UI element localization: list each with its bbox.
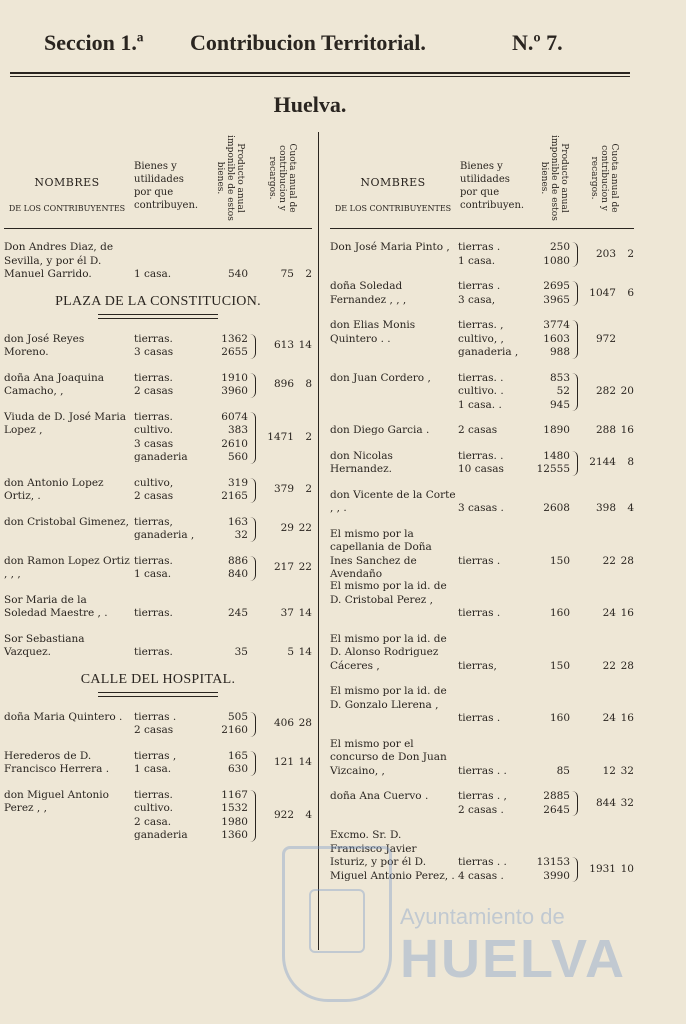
contributor-entry: [330, 685, 634, 726]
taxable-values: [526, 502, 570, 516]
property-types: [134, 333, 204, 360]
annual-quota: 972: [595, 332, 616, 345]
value-brace: [249, 373, 256, 398]
contributor-name: don Diego Garcia .: [330, 424, 430, 436]
property-type: tierras.: [134, 554, 173, 567]
taxable-value: 630: [227, 763, 248, 775]
left-rows: [4, 241, 312, 843]
property-types: [134, 555, 204, 582]
contributor-entry: [330, 738, 634, 779]
contributor-entry: [4, 555, 312, 582]
contributor-entry: [4, 633, 312, 660]
value-brace: [571, 451, 578, 476]
property-type: 4 casas .: [458, 869, 504, 882]
taxable-value: 1360: [221, 829, 248, 841]
contributor-entry: [4, 789, 312, 843]
taxable-values: [204, 646, 248, 660]
contributor-name: Excmo. Sr. D. Francisco Javier Isturiz, y por él D. Miguel Antonio Perez, .: [330, 829, 455, 882]
property-type: 3 casas .: [458, 502, 504, 514]
place-title: Huelva.: [273, 92, 347, 117]
taxable-values: [204, 268, 248, 282]
property-type: tierras . ,: [458, 790, 507, 802]
left-column-header: [4, 132, 312, 229]
contributor-name: Sor Sebastiana Vazquez.: [4, 632, 85, 658]
contributor-entry: [4, 372, 312, 399]
quota-fraction: 16: [620, 712, 634, 724]
quota-fraction: 20: [620, 385, 634, 397]
quota-fraction: 6: [627, 286, 634, 299]
cuota-header: Cuota anual de contribucion y recargos.: [267, 143, 297, 213]
property-type: 3 casas: [134, 346, 174, 358]
bienes-header: Bienes y utilidades por que contribuyen.: [134, 161, 199, 211]
property-types: [458, 319, 528, 360]
contributor-entry: [330, 489, 634, 516]
taxable-values: [526, 555, 570, 569]
taxable-value: 163: [227, 515, 248, 528]
contributor-entry: [4, 411, 312, 465]
right-column-header: [330, 132, 634, 229]
property-types: [134, 646, 204, 660]
property-types: [458, 765, 528, 779]
taxable-value: 1167: [221, 788, 248, 801]
street-underline: [98, 314, 218, 319]
quota-fraction: 4: [305, 808, 312, 821]
value-brace: [249, 556, 256, 581]
contributor-name: doña Ana Cuervo .: [330, 790, 429, 802]
contributor-entry: [4, 516, 312, 543]
contributor-name: don Antonio Lopez Ortiz, .: [4, 476, 104, 502]
property-types: [458, 372, 528, 413]
contributor-name: don Nicolas Hernandez.: [330, 449, 393, 475]
property-type: 1 casa.: [458, 254, 496, 267]
taxable-values: [526, 712, 570, 726]
property-type: tierras. .: [458, 449, 504, 462]
taxable-values: [204, 750, 248, 777]
contributor-entry: [4, 241, 312, 282]
contributor-name: don Vicente de la Corte , , .: [330, 488, 456, 514]
taxable-values: [204, 789, 248, 843]
annual-quota: 2144: [589, 456, 616, 469]
taxable-values: [204, 333, 248, 360]
property-types: [458, 241, 528, 268]
contributor-entry: [330, 372, 634, 413]
property-type: 2 casas .: [458, 803, 504, 816]
value-brace: [249, 412, 256, 464]
value-brace: [249, 334, 256, 359]
contributor-name: El mismo por la id. de D. Gonzalo Llerena ,: [330, 685, 447, 711]
property-types: [134, 750, 204, 777]
taxable-values: [526, 765, 570, 779]
taxable-values: [204, 555, 248, 582]
property-types: [134, 711, 204, 738]
quota-fraction: 16: [620, 424, 634, 436]
archive-watermark: [276, 846, 676, 1006]
taxable-value: 853: [549, 371, 570, 384]
property-type: tierras . .: [458, 856, 507, 868]
property-type: tierras.: [134, 410, 173, 423]
names-header: NOMBRES DE LOS CONTRIBUYENTES: [8, 176, 126, 213]
taxable-value: 3774: [543, 319, 570, 331]
contributor-name: Viuda de D. José Maria Lopez ,: [4, 410, 126, 436]
right-column: [330, 132, 634, 895]
contributor-name: Don Andres Diaz, de Sevilla, y por él D. Manuel Garrido.: [4, 241, 114, 280]
property-type: ganaderia ,: [134, 529, 195, 541]
contributor-name: don Juan Cordero ,: [330, 371, 431, 384]
taxable-value: 250: [549, 241, 570, 253]
quota-fraction: 2: [305, 430, 312, 443]
contributor-name: Herederos de D. Francisco Herrera .: [4, 749, 110, 775]
value-brace: [571, 242, 578, 267]
property-type: 2 casas: [134, 724, 174, 736]
taxable-values: [526, 424, 570, 438]
taxable-values: [526, 280, 570, 307]
property-type: cultivo.: [134, 802, 173, 814]
section-label: Seccion 1.ª: [44, 30, 144, 55]
annual-quota: 1471: [267, 430, 294, 443]
taxable-values: [526, 660, 570, 674]
annual-quota: 5: [287, 646, 294, 658]
property-type: tierras. ,: [458, 319, 504, 331]
quota-fraction: 2: [305, 268, 312, 280]
property-type: 2 casas: [134, 490, 174, 502]
quota-fraction: 2: [627, 247, 634, 260]
taxable-values: [526, 450, 570, 477]
bienes-header: Bienes y utilidades por que contribuyen.: [460, 161, 525, 211]
property-type: 2 casas: [458, 424, 498, 436]
annual-quota: 37: [280, 607, 294, 619]
quota-fraction: 4: [627, 502, 634, 514]
contributor-name: don Miguel Antonio Perez , ,: [4, 788, 109, 814]
property-types: [134, 477, 204, 504]
property-types: [458, 424, 528, 438]
property-type: 3 casas: [134, 437, 174, 450]
property-types: [134, 411, 204, 465]
property-types: [134, 607, 204, 621]
taxable-value: 1362: [221, 332, 248, 345]
contributor-name: El mismo por la id. de D. Cristobal Perez ,: [330, 580, 447, 606]
taxable-value: 1980: [221, 815, 248, 828]
taxable-values: [204, 477, 248, 504]
taxable-value: 383: [227, 424, 248, 436]
property-type: 10 casas: [458, 463, 504, 475]
street-underline: [98, 692, 218, 697]
annual-quota: 1931: [589, 862, 616, 875]
page-number: N.º 7.: [512, 30, 563, 55]
taxable-value: 945: [549, 398, 570, 411]
taxable-value: 3990: [543, 869, 570, 882]
annual-quota: 22: [602, 659, 616, 672]
property-type: tierras .: [134, 710, 177, 723]
taxable-value: 886: [227, 554, 248, 567]
taxable-values: [526, 241, 570, 268]
value-brace: [249, 790, 256, 842]
taxable-value: 2165: [221, 490, 248, 502]
taxable-values: [204, 411, 248, 465]
property-type: 1 casa. .: [458, 398, 502, 411]
annual-quota: 613: [273, 339, 294, 352]
quota-fraction: 32: [620, 796, 634, 809]
property-type: ganaderia: [134, 829, 188, 841]
property-types: [458, 660, 528, 674]
property-type: 1 casa.: [134, 268, 172, 280]
annual-quota: 75: [280, 268, 294, 280]
street-name: CALLE DEL HOSPITAL.: [80, 671, 236, 687]
property-type: tierras .: [458, 241, 501, 253]
value-brace: [249, 478, 256, 503]
property-types: [458, 280, 528, 307]
contributor-entry: [4, 477, 312, 504]
property-type: cultivo, ,: [458, 332, 504, 345]
property-type: ganaderia: [134, 451, 188, 463]
taxable-value: 319: [227, 476, 248, 489]
property-type: 1 casa.: [134, 568, 172, 580]
value-brace: [571, 791, 578, 816]
contributor-name: don Elias Monis Quintero . .: [330, 319, 416, 345]
property-types: [134, 268, 204, 282]
quota-fraction: 28: [298, 717, 312, 730]
property-type: tierras ,: [134, 749, 177, 762]
value-brace: [571, 320, 578, 359]
taxable-value: 150: [549, 659, 570, 672]
annual-quota: 1047: [589, 286, 616, 299]
quota-fraction: 8: [305, 378, 312, 391]
taxable-value: 1480: [543, 449, 570, 462]
property-type: tierras.: [134, 371, 173, 384]
taxable-value: 1910: [221, 371, 248, 384]
property-type: tierras. .: [458, 371, 504, 384]
taxable-values: [204, 711, 248, 738]
property-types: [458, 712, 528, 726]
header-rule-thin: [10, 76, 630, 77]
property-types: [134, 516, 204, 543]
coat-of-arms-icon: [282, 846, 392, 1002]
annual-quota: 121: [273, 756, 294, 769]
taxable-value: 1890: [543, 424, 570, 436]
property-type: tierras,: [458, 659, 497, 672]
annual-quota: 24: [602, 607, 616, 619]
contributor-entry: [330, 580, 634, 621]
quota-fraction: 22: [298, 522, 312, 535]
contributor-entry: [330, 450, 634, 477]
property-type: tierras.: [134, 646, 173, 658]
taxable-value: 540: [227, 268, 248, 280]
taxable-value: 160: [549, 712, 570, 724]
taxable-value: 2160: [221, 724, 248, 736]
annual-quota: 379: [273, 483, 294, 496]
header-rule: [10, 72, 630, 74]
contributor-entry: [4, 594, 312, 621]
taxable-value: 85: [556, 764, 570, 777]
contributor-entry: [330, 241, 634, 268]
taxable-value: 2645: [543, 803, 570, 816]
property-type: cultivo,: [134, 476, 174, 489]
taxable-value: 2610: [221, 437, 248, 450]
quota-fraction: 22: [298, 561, 312, 574]
quota-fraction: 32: [620, 764, 634, 777]
taxable-value: 2608: [543, 502, 570, 514]
annual-quota: 29: [280, 522, 294, 535]
street-heading: [4, 294, 312, 319]
property-types: [458, 502, 528, 516]
taxable-value: 13153: [536, 856, 570, 868]
annual-quota: 398: [595, 502, 616, 514]
property-type: 1 casa.: [134, 763, 172, 775]
property-type: tierras .: [458, 607, 501, 619]
property-type: tierras,: [134, 515, 173, 528]
contributor-name: doña Maria Quintero .: [4, 710, 123, 723]
contributor-entry: [330, 527, 634, 580]
property-type: cultivo. .: [458, 385, 504, 397]
contributor-entry: [4, 333, 312, 360]
property-type: 2 casa.: [134, 815, 172, 828]
quota-fraction: 2: [305, 483, 312, 496]
value-brace: [571, 373, 578, 412]
annual-quota: 24: [602, 712, 616, 724]
property-type: tierras .: [458, 280, 501, 292]
property-types: [458, 790, 528, 817]
taxable-value: 1080: [543, 254, 570, 267]
taxable-value: 160: [549, 607, 570, 619]
producto-header: Producto anual imponible de estos bienes.: [539, 135, 569, 221]
taxable-value: 12555: [536, 463, 570, 475]
taxable-values: [204, 372, 248, 399]
taxable-value: 2655: [221, 346, 248, 358]
column-divider: [318, 132, 319, 950]
contributor-entry: [330, 633, 634, 674]
annual-quota: 203: [595, 247, 616, 260]
property-type: 2 casas: [134, 385, 174, 397]
watermark-line1: Ayuntamiento de: [400, 904, 565, 929]
taxable-value: 505: [227, 710, 248, 723]
contributor-name: Sor Maria de la Soledad Maestre , .: [4, 593, 108, 619]
taxable-values: [204, 516, 248, 543]
right-rows: [330, 241, 634, 883]
taxable-value: 6074: [221, 410, 248, 423]
taxable-value: 3960: [221, 385, 248, 397]
property-types: [134, 789, 204, 843]
taxable-value: 3965: [543, 293, 570, 306]
taxable-value: 2885: [543, 790, 570, 802]
property-type: tierras . .: [458, 764, 507, 777]
annual-quota: 896: [273, 378, 294, 391]
producto-header: Producto anual imponible de estos bienes.: [215, 135, 245, 221]
property-type: 3 casa,: [458, 293, 496, 306]
quota-fraction: 14: [298, 607, 312, 619]
quota-fraction: 10: [620, 862, 634, 875]
contributor-entry: [330, 319, 634, 360]
contributor-name: doña Ana Joaquina Camacho, ,: [4, 371, 105, 397]
annual-quota: 288: [595, 424, 616, 436]
value-brace: [249, 517, 256, 542]
property-types: [458, 607, 528, 621]
page-header: [0, 30, 686, 70]
cuota-header: Cuota anual de contribucion y recargos.: [589, 143, 619, 213]
taxable-value: 1532: [221, 802, 248, 814]
contributor-name: don José Reyes Moreno.: [4, 332, 85, 358]
street-heading: [4, 672, 312, 697]
contributor-entry: [330, 790, 634, 817]
taxable-value: 35: [234, 646, 248, 658]
property-type: ganaderia ,: [458, 346, 519, 358]
annual-quota: 406: [273, 717, 294, 730]
property-type: tierras.: [134, 607, 173, 619]
contributor-name: don Cristobal Gimenez,: [4, 515, 129, 528]
taxable-value: 1603: [543, 332, 570, 345]
quota-fraction: 14: [298, 756, 312, 769]
taxable-value: 560: [227, 451, 248, 463]
taxable-value: 32: [234, 529, 248, 541]
annual-quota: 217: [273, 561, 294, 574]
quota-fraction: 16: [620, 607, 634, 619]
taxable-value: 150: [549, 554, 570, 567]
property-type: tierras .: [458, 554, 501, 567]
taxable-value: 245: [227, 607, 248, 619]
contributor-name: Don José Maria Pinto ,: [330, 241, 450, 253]
annual-quota: 282: [595, 385, 616, 397]
property-type: tierras.: [134, 332, 173, 345]
property-types: [458, 555, 528, 569]
street-name: PLAZA DE LA CONSTITUCION.: [55, 293, 261, 309]
annual-quota: 844: [595, 796, 616, 809]
taxable-values: [526, 790, 570, 817]
taxable-values: [526, 372, 570, 413]
contributor-name: don Ramon Lopez Ortiz , , ,: [4, 554, 130, 580]
property-type: tierras .: [458, 712, 501, 724]
left-column: [4, 132, 312, 855]
property-types: [458, 450, 528, 477]
watermark-line2: HUELVA: [400, 929, 626, 989]
taxable-value: 52: [556, 385, 570, 397]
taxable-values: [526, 319, 570, 360]
contributor-name: doña Soledad Fernandez , , ,: [330, 280, 407, 306]
contributor-name: El mismo por la capellania de Doña Ines Sanchez de Avendaño: [330, 527, 432, 580]
contributor-entry: [4, 711, 312, 738]
annual-quota: 12: [602, 764, 616, 777]
property-type: cultivo.: [134, 424, 173, 436]
quota-fraction: 28: [620, 659, 634, 672]
contributor-entry: [4, 750, 312, 777]
quota-fraction: 28: [620, 554, 634, 567]
document-title: Contribucion Territorial.: [190, 30, 426, 55]
contributor-entry: [330, 280, 634, 307]
contributor-entry: [330, 424, 634, 438]
taxable-value: 840: [227, 568, 248, 580]
property-types: [134, 372, 204, 399]
annual-quota: 922: [273, 808, 294, 821]
contributor-name: El mismo por el concurso de Don Juan Vizcaino, ,: [330, 737, 447, 777]
taxable-value: 988: [549, 346, 570, 358]
names-header: NOMBRES DE LOS CONTRIBUYENTES: [334, 176, 452, 213]
taxable-value: 2695: [543, 280, 570, 292]
value-brace: [249, 712, 256, 737]
quota-fraction: 8: [627, 456, 634, 469]
annual-quota: 22: [602, 554, 616, 567]
quota-fraction: 14: [298, 339, 312, 352]
value-brace: [249, 751, 256, 776]
taxable-value: 165: [227, 749, 248, 762]
property-type: tierras.: [134, 788, 173, 801]
taxable-values: [526, 607, 570, 621]
quota-fraction: 14: [298, 646, 312, 658]
taxable-values: [204, 607, 248, 621]
contributor-name: El mismo por la id. de D. Alonso Rodriguez Cáceres ,: [330, 632, 447, 672]
value-brace: [571, 281, 578, 306]
